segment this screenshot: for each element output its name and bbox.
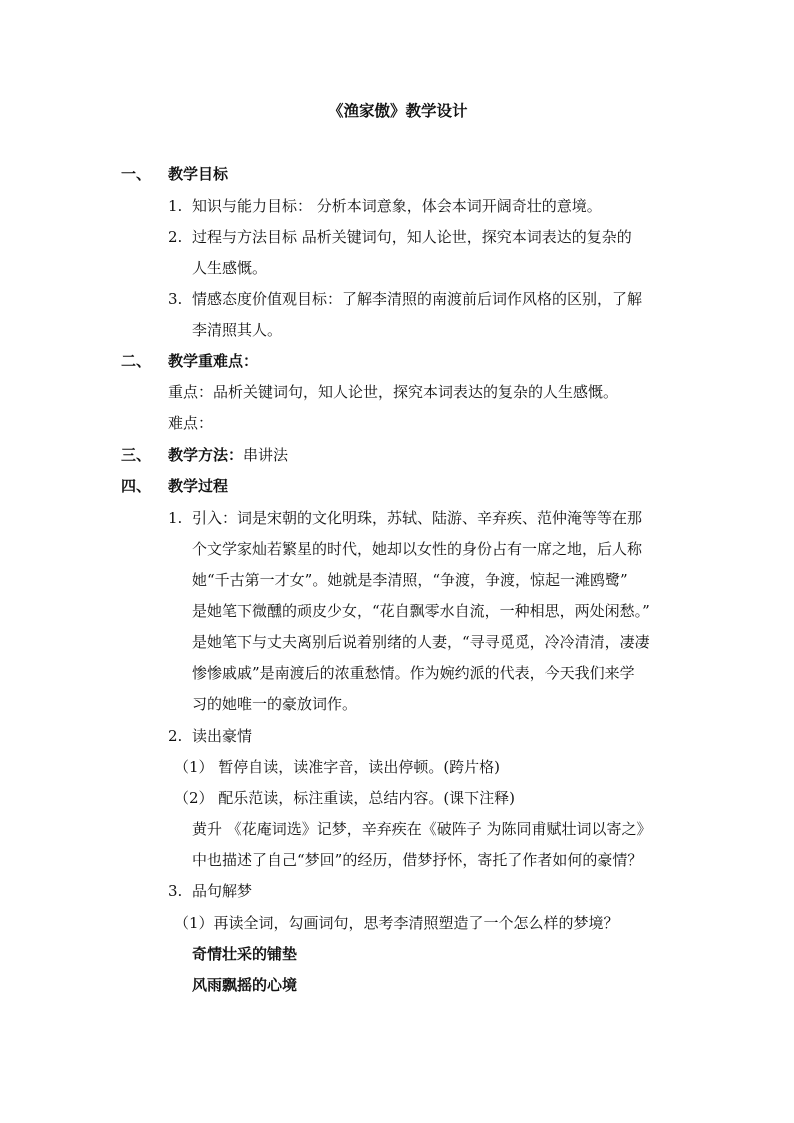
goal-3-text-line-1: 情感态度价值观目标：了解李清照的南渡前后词作风格的区别，了解 — [192, 290, 643, 308]
goal-1-number: 1. — [168, 197, 183, 215]
goal-2-text-line-2: 人生感慨。 — [192, 259, 268, 277]
step-2-sub-2: （2） 配乐范读，标注重读，总结内容。(课下注释) — [174, 789, 516, 807]
step-1-number: 1. — [168, 509, 183, 527]
section-3-heading-row — [168, 445, 288, 465]
section-2-number: 二、 — [121, 352, 152, 370]
step-2-question-line-2: 中也描述了自己“梦回”的经历，借梦抒怀，寄托了作者如何的豪情？ — [192, 851, 643, 869]
goal-2-number: 2. — [168, 228, 183, 246]
section-2-heading: 教学重难点： — [168, 352, 259, 370]
intro-line-1: 引入：词是宋朝的文化明珠，苏轼、陆游、辛弃疾、范仲淹等等在那 — [192, 509, 643, 527]
step-3-heading: 品句解梦 — [192, 882, 253, 900]
difficulty-text: 难点： — [168, 414, 214, 432]
step-2-heading: 读出豪情 — [192, 727, 253, 745]
goal-1-text: 知识与能力目标： 分析本词意象，体会本词开阔奇壮的意境。 — [192, 197, 602, 215]
step-3-sub-1: （1）再读全词，勾画词句，思考李清照塑造了一个怎么样的梦境？ — [174, 914, 619, 932]
step-3-bold-2: 风雨飘摇的心境 — [192, 976, 298, 994]
document-title: 《渔家傲》教学设计 — [328, 101, 468, 120]
step-2-sub-1: （1） 暂停自读，读准字音，读出停顿。(跨片格) — [174, 758, 501, 776]
key-point-text: 重点：品析关键词句，知人论世，探究本词表达的复杂的人生感慨。 — [168, 383, 619, 401]
intro-line-4: 是她笔下微醺的顽皮少女，“花自飘零水自流，一种相思，两处闲愁。” — [192, 602, 650, 620]
section-4-heading: 教学过程 — [168, 477, 229, 495]
intro-line-6: 惨惨戚戚”是南渡后的浓重愁情。作为婉约派的代表，今天我们来学 — [192, 664, 635, 682]
section-3-number: 三、 — [121, 446, 152, 464]
goal-3-number: 3. — [168, 290, 183, 308]
step-3-number: 3. — [168, 882, 183, 900]
method-text: 串讲法 — [243, 446, 289, 464]
intro-line-2: 个文学家灿若繁星的时代，她却以女性的身份占有一席之地，后人称 — [192, 540, 643, 558]
step-3-bold-1: 奇情壮采的铺垫 — [192, 945, 298, 963]
intro-line-5: 是她笔下与丈夫离别后说着别绪的人妻，“寻寻觅觅，冷冷清清，凄凄 — [192, 633, 650, 651]
intro-line-7: 习的她唯一的豪放词作。 — [192, 695, 358, 713]
section-4-number: 四、 — [121, 477, 152, 495]
step-2-question-line-1: 黄升 《花庵词选》记梦，辛弃疾在《破阵子 为陈同甫赋壮词以寄之》 — [192, 820, 652, 838]
goal-2-text-line-1: 过程与方法目标 品析关键词句，知人论世，探究本词表达的复杂的 — [192, 228, 632, 246]
step-2-number: 2. — [168, 727, 183, 745]
intro-line-3: 她“千古第一才女”。她就是李清照，“争渡，争渡，惊起一滩鸥鹭” — [192, 571, 628, 589]
section-1-number: 一、 — [121, 165, 152, 183]
goal-3-text-line-2: 李清照其人。 — [192, 321, 283, 339]
section-1-heading: 教学目标 — [168, 165, 229, 183]
section-3-heading: 教学方法： — [168, 446, 244, 464]
